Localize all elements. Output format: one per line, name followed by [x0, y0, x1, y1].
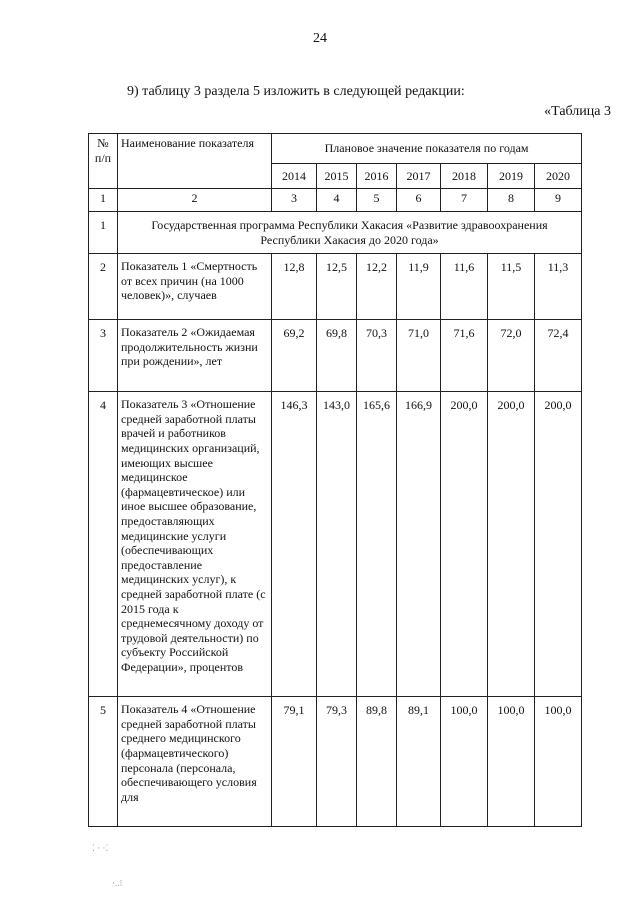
indicator-value: 200,0 [488, 392, 535, 697]
header-row-1 [89, 134, 582, 164]
margin-marks-2: ·..⁝ [112, 878, 123, 888]
indicator-value: 72,4 [535, 320, 582, 392]
indicator-value: 146,3 [272, 392, 317, 697]
table-tag: «Таблица 3 [544, 104, 611, 119]
indicator-value: 69,2 [272, 320, 317, 392]
program-num: 1 [89, 212, 118, 254]
index-cell: 8 [488, 189, 535, 212]
header-name: Наименование показателя [118, 134, 272, 189]
indicator-value: 11,5 [488, 254, 535, 320]
index-cell: 3 [272, 189, 317, 212]
indicator-value: 70,3 [357, 320, 397, 392]
indicator-value: 100,0 [488, 697, 535, 827]
indicator-value: 71,0 [397, 320, 441, 392]
table-row [89, 392, 582, 697]
indicators-table [88, 133, 582, 827]
index-cell: 7 [441, 189, 488, 212]
header-year: 2017 [397, 164, 441, 189]
indicator-value: 100,0 [535, 697, 582, 827]
table-row [89, 254, 582, 320]
index-cell: 4 [317, 189, 357, 212]
index-row [89, 189, 582, 212]
indicator-value: 79,3 [317, 697, 357, 827]
indicator-value: 200,0 [535, 392, 582, 697]
margin-marks: ⁚ · ·⁚ [92, 843, 109, 853]
indicator-value: 12,8 [272, 254, 317, 320]
header-year: 2018 [441, 164, 488, 189]
index-cell: 6 [397, 189, 441, 212]
intro-text: 9) таблицу 3 раздела 5 изложить в следующей редакции: [127, 84, 465, 99]
header-year: 2020 [535, 164, 582, 189]
indicator-name: Показатель 1 «Смертность от всех причин (на 1000 человек)», случаев [118, 254, 272, 320]
indicator-name: Показатель 2 «Ожидаемая продолжительность жизни при рождении», лет [118, 320, 272, 392]
indicator-value: 11,6 [441, 254, 488, 320]
header-year: 2019 [488, 164, 535, 189]
indicator-value: 11,9 [397, 254, 441, 320]
indicator-value: 72,0 [488, 320, 535, 392]
indicator-value: 79,1 [272, 697, 317, 827]
row-num: 3 [89, 320, 118, 392]
indicator-value: 12,5 [317, 254, 357, 320]
indicator-name: Показатель 4 «Отношение средней заработной платы среднего медицинского (фармацевтического) персонала (персонала, обеспечивающего условия для [118, 697, 272, 827]
header-num: № п/п [89, 134, 118, 189]
indicator-value: 12,2 [357, 254, 397, 320]
indicator-value: 143,0 [317, 392, 357, 697]
row-num: 4 [89, 392, 118, 697]
indicator-value: 200,0 [441, 392, 488, 697]
indicator-value: 100,0 [441, 697, 488, 827]
indicator-value: 89,8 [357, 697, 397, 827]
table-row [89, 697, 582, 827]
row-num: 2 [89, 254, 118, 320]
program-title: Государственная программа Республики Хакасия «Развитие здравоохранения Республики Хакасия до 2020 года» [118, 212, 582, 254]
header-year: 2014 [272, 164, 317, 189]
indicator-value: 11,3 [535, 254, 582, 320]
indicator-value: 165,6 [357, 392, 397, 697]
indicator-value: 71,6 [441, 320, 488, 392]
index-cell: 9 [535, 189, 582, 212]
indicator-name: Показатель 3 «Отношение средней заработной платы врачей и работников медицинских организаций, имеющих высшее медицинское (фармацевтическое) или иное высшее образование, предоставляющих медицинские услуги (обеспечивающих предоставление медицинских услуг), к средней заработной плате (с 2015 года к среднемесячному доходу от трудовой деятельности) по субъекту Российской Федерации», процентов [118, 392, 272, 697]
program-row [89, 212, 582, 254]
header-plan: Плановое значение показателя по годам [272, 134, 582, 164]
header-year: 2016 [357, 164, 397, 189]
header-year: 2015 [317, 164, 357, 189]
indicator-value: 89,1 [397, 697, 441, 827]
page-number: 24 [313, 31, 327, 46]
indicator-value: 166,9 [397, 392, 441, 697]
index-cell: 2 [118, 189, 272, 212]
index-cell: 5 [357, 189, 397, 212]
table-row [89, 320, 582, 392]
index-cell: 1 [89, 189, 118, 212]
row-num: 5 [89, 697, 118, 827]
indicator-value: 69,8 [317, 320, 357, 392]
